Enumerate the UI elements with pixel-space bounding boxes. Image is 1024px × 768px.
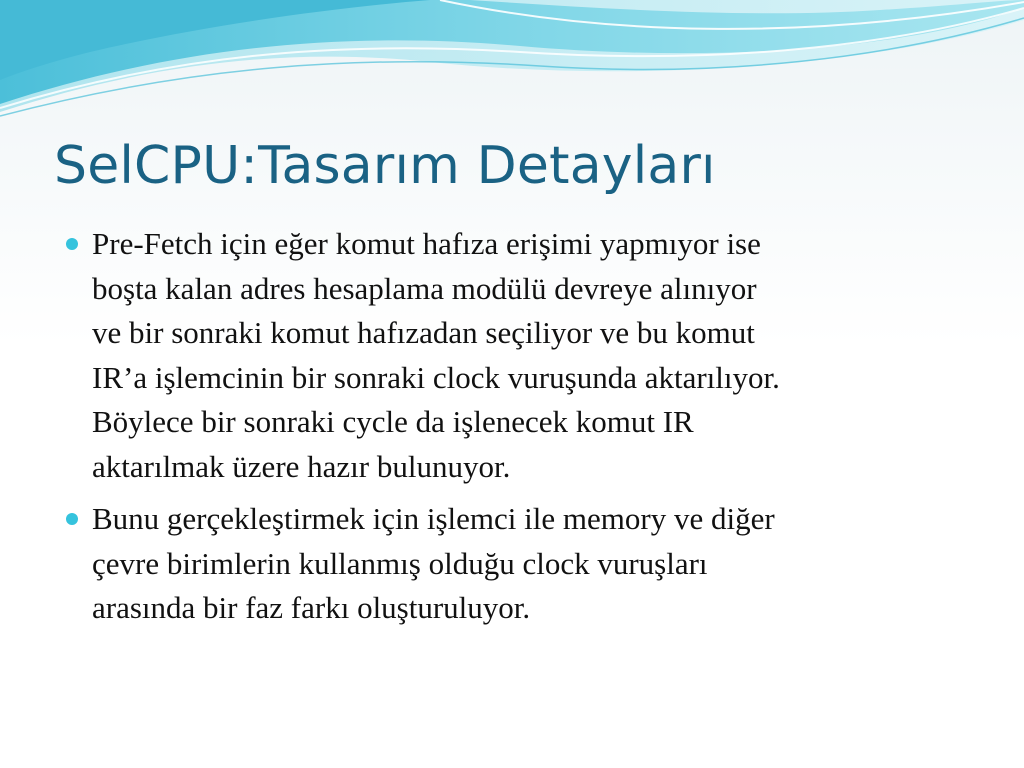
bullet-item-clock-phase <box>62 497 972 631</box>
bullet-line: ve bir sonraki komut hafızadan seçiliyor ve bu komut <box>92 315 755 350</box>
bullet-line: aktarılmak üzere hazır bulunuyor. <box>92 448 511 484</box>
bullet-line: Böylece bir sonraki cycle da işlenecek komut IR <box>92 404 694 439</box>
bullet-dot-icon <box>66 513 78 525</box>
slide-title: SelCPU:Tasarım Detayları <box>54 136 716 196</box>
bullet-line: Pre-Fetch için eğer komut hafıza erişimi yapmıyor ise <box>92 226 761 261</box>
bullet-list <box>62 222 972 639</box>
bullet-line: çevre birimlerin kullanmış olduğu clock vuruşları <box>92 545 708 581</box>
bullet-item-prefetch <box>62 222 972 489</box>
bullet-line: boşta kalan adres hesaplama modülü devreye alınıyor <box>92 270 757 306</box>
bullet-line: IR’a işlemcinin bir sonraki clock vuruşunda aktarılıyor. <box>92 359 780 395</box>
bullet-line: Bunu gerçekleştirmek için işlemci ile memory ve diğer <box>92 501 775 536</box>
header-wave-decoration <box>0 0 1024 130</box>
bullet-line: arasında bir faz farkı oluşturuluyor. <box>92 590 531 625</box>
bullet-dot-icon <box>66 238 78 250</box>
